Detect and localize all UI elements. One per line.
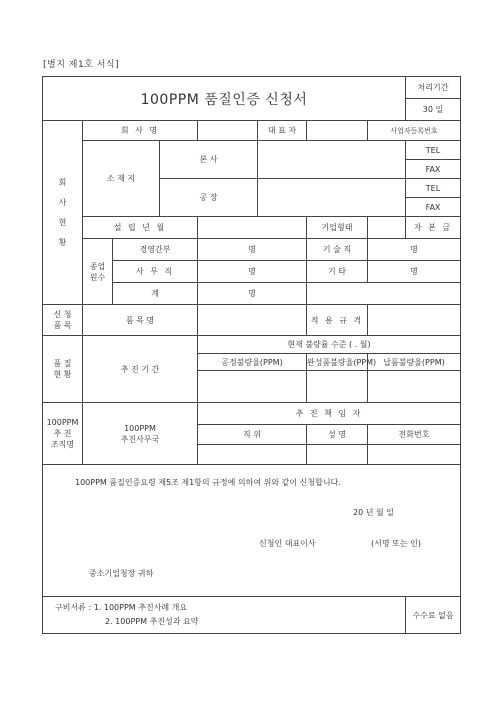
manager-label: 추 진 책 임 자	[198, 403, 461, 425]
company-type-label: 기업형태	[307, 217, 368, 239]
company-status-label: 회 사 현 황	[43, 121, 83, 305]
factory-fax-label: FAX	[406, 198, 461, 217]
head-office-address-field[interactable]	[258, 141, 406, 179]
founded-field[interactable]	[198, 217, 307, 239]
head-office-fax-label: FAX	[406, 160, 461, 179]
period-label: 추 진 기 간	[83, 336, 198, 403]
application-form	[42, 76, 461, 634]
declaration-section	[43, 465, 461, 597]
phone-field[interactable]	[368, 445, 461, 465]
phone-label: 전화번호	[368, 425, 461, 445]
delivery-defect-label: 납품불량율(PPM)	[368, 354, 461, 371]
delivery-defect-field[interactable]	[368, 371, 461, 403]
standard-label: 적 용 규 격	[307, 305, 368, 336]
founded-label: 설 립 년 월	[83, 217, 198, 239]
total-blank	[307, 283, 461, 305]
company-name-label: 회 사 명	[83, 121, 198, 141]
processing-period-label: 처리기간	[406, 77, 461, 99]
technical-label: 기 술 직	[307, 239, 368, 261]
company-type-field[interactable]	[368, 217, 406, 239]
documents-item-1: 구비서류 : 1. 100PPM 추진사례 개요	[55, 603, 188, 612]
item-name-label: 품 목 명	[83, 305, 198, 336]
form-number-label: [별지 제1호 서식]	[43, 60, 120, 70]
item-name-field[interactable]	[198, 305, 307, 336]
recipient-label: 중소기업청장 귀하	[89, 569, 154, 578]
signature-label: (서명 또는 인)	[371, 539, 421, 548]
finished-defect-field[interactable]	[307, 371, 368, 403]
factory-label: 공 장	[160, 179, 258, 217]
standard-field[interactable]	[368, 305, 461, 336]
process-defect-label: 공정불량율(PPM)	[198, 354, 307, 371]
documents-item-2: 2. 100PPM 추진성과 요약	[105, 617, 199, 626]
finished-defect-label: 완성품불량율(PPM)	[307, 354, 368, 371]
form-title: 100PPM 품질인증 신청서	[43, 77, 406, 121]
factory-tel-label: TEL	[406, 179, 461, 198]
factory-address-field[interactable]	[258, 179, 406, 217]
position-label: 직 위	[198, 425, 307, 445]
other-staff-label: 기 타	[307, 261, 368, 283]
name-field[interactable]	[307, 445, 368, 465]
address-label: 소 재 지	[83, 141, 160, 217]
head-office-tel-label: TEL	[406, 141, 461, 160]
required-documents	[43, 597, 406, 634]
application-item-label: 신 청 품 목	[43, 305, 83, 336]
head-office-label: 본 사	[160, 141, 258, 179]
office-staff-label: 사 무 직	[113, 261, 198, 283]
declaration-date: 20 년 월 일	[353, 508, 394, 517]
total-count: 명	[198, 283, 307, 305]
ceo-field[interactable]	[307, 121, 368, 141]
processing-period-value: 30 일	[406, 99, 461, 121]
employees-label: 종업 원수	[83, 239, 113, 305]
process-defect-field[interactable]	[198, 371, 307, 403]
technical-count: 명	[368, 239, 461, 261]
management-label: 경영간부	[113, 239, 198, 261]
company-name-field[interactable]	[198, 121, 258, 141]
defect-level-label: 현재 불량률 수준 ( . 월)	[198, 336, 461, 354]
name-label: 성 명	[307, 425, 368, 445]
quality-status-label: 품 질 현 황	[43, 336, 83, 403]
capital-label: 자 본 금	[406, 217, 461, 239]
position-field[interactable]	[198, 445, 307, 465]
office-staff-count: 명	[198, 261, 307, 283]
secretariat-label: 100PPM 추진사무국	[83, 403, 198, 465]
fee-label: 수수료 없음	[406, 597, 461, 634]
business-number-label: 사업자등록번호	[368, 121, 461, 141]
other-staff-count: 명	[368, 261, 461, 283]
declaration-text: 100PPM 품질인증요령 제5조 제1항의 규정에 의하여 위와 같이 신청합니다.	[75, 478, 341, 487]
applicant-label: 신청인 대표이사	[259, 539, 316, 548]
total-label: 계	[113, 283, 198, 305]
management-count: 명	[198, 239, 307, 261]
ceo-label: 대 표 자	[258, 121, 307, 141]
organization-label: 100PPM 추 진 조직명	[43, 403, 83, 465]
